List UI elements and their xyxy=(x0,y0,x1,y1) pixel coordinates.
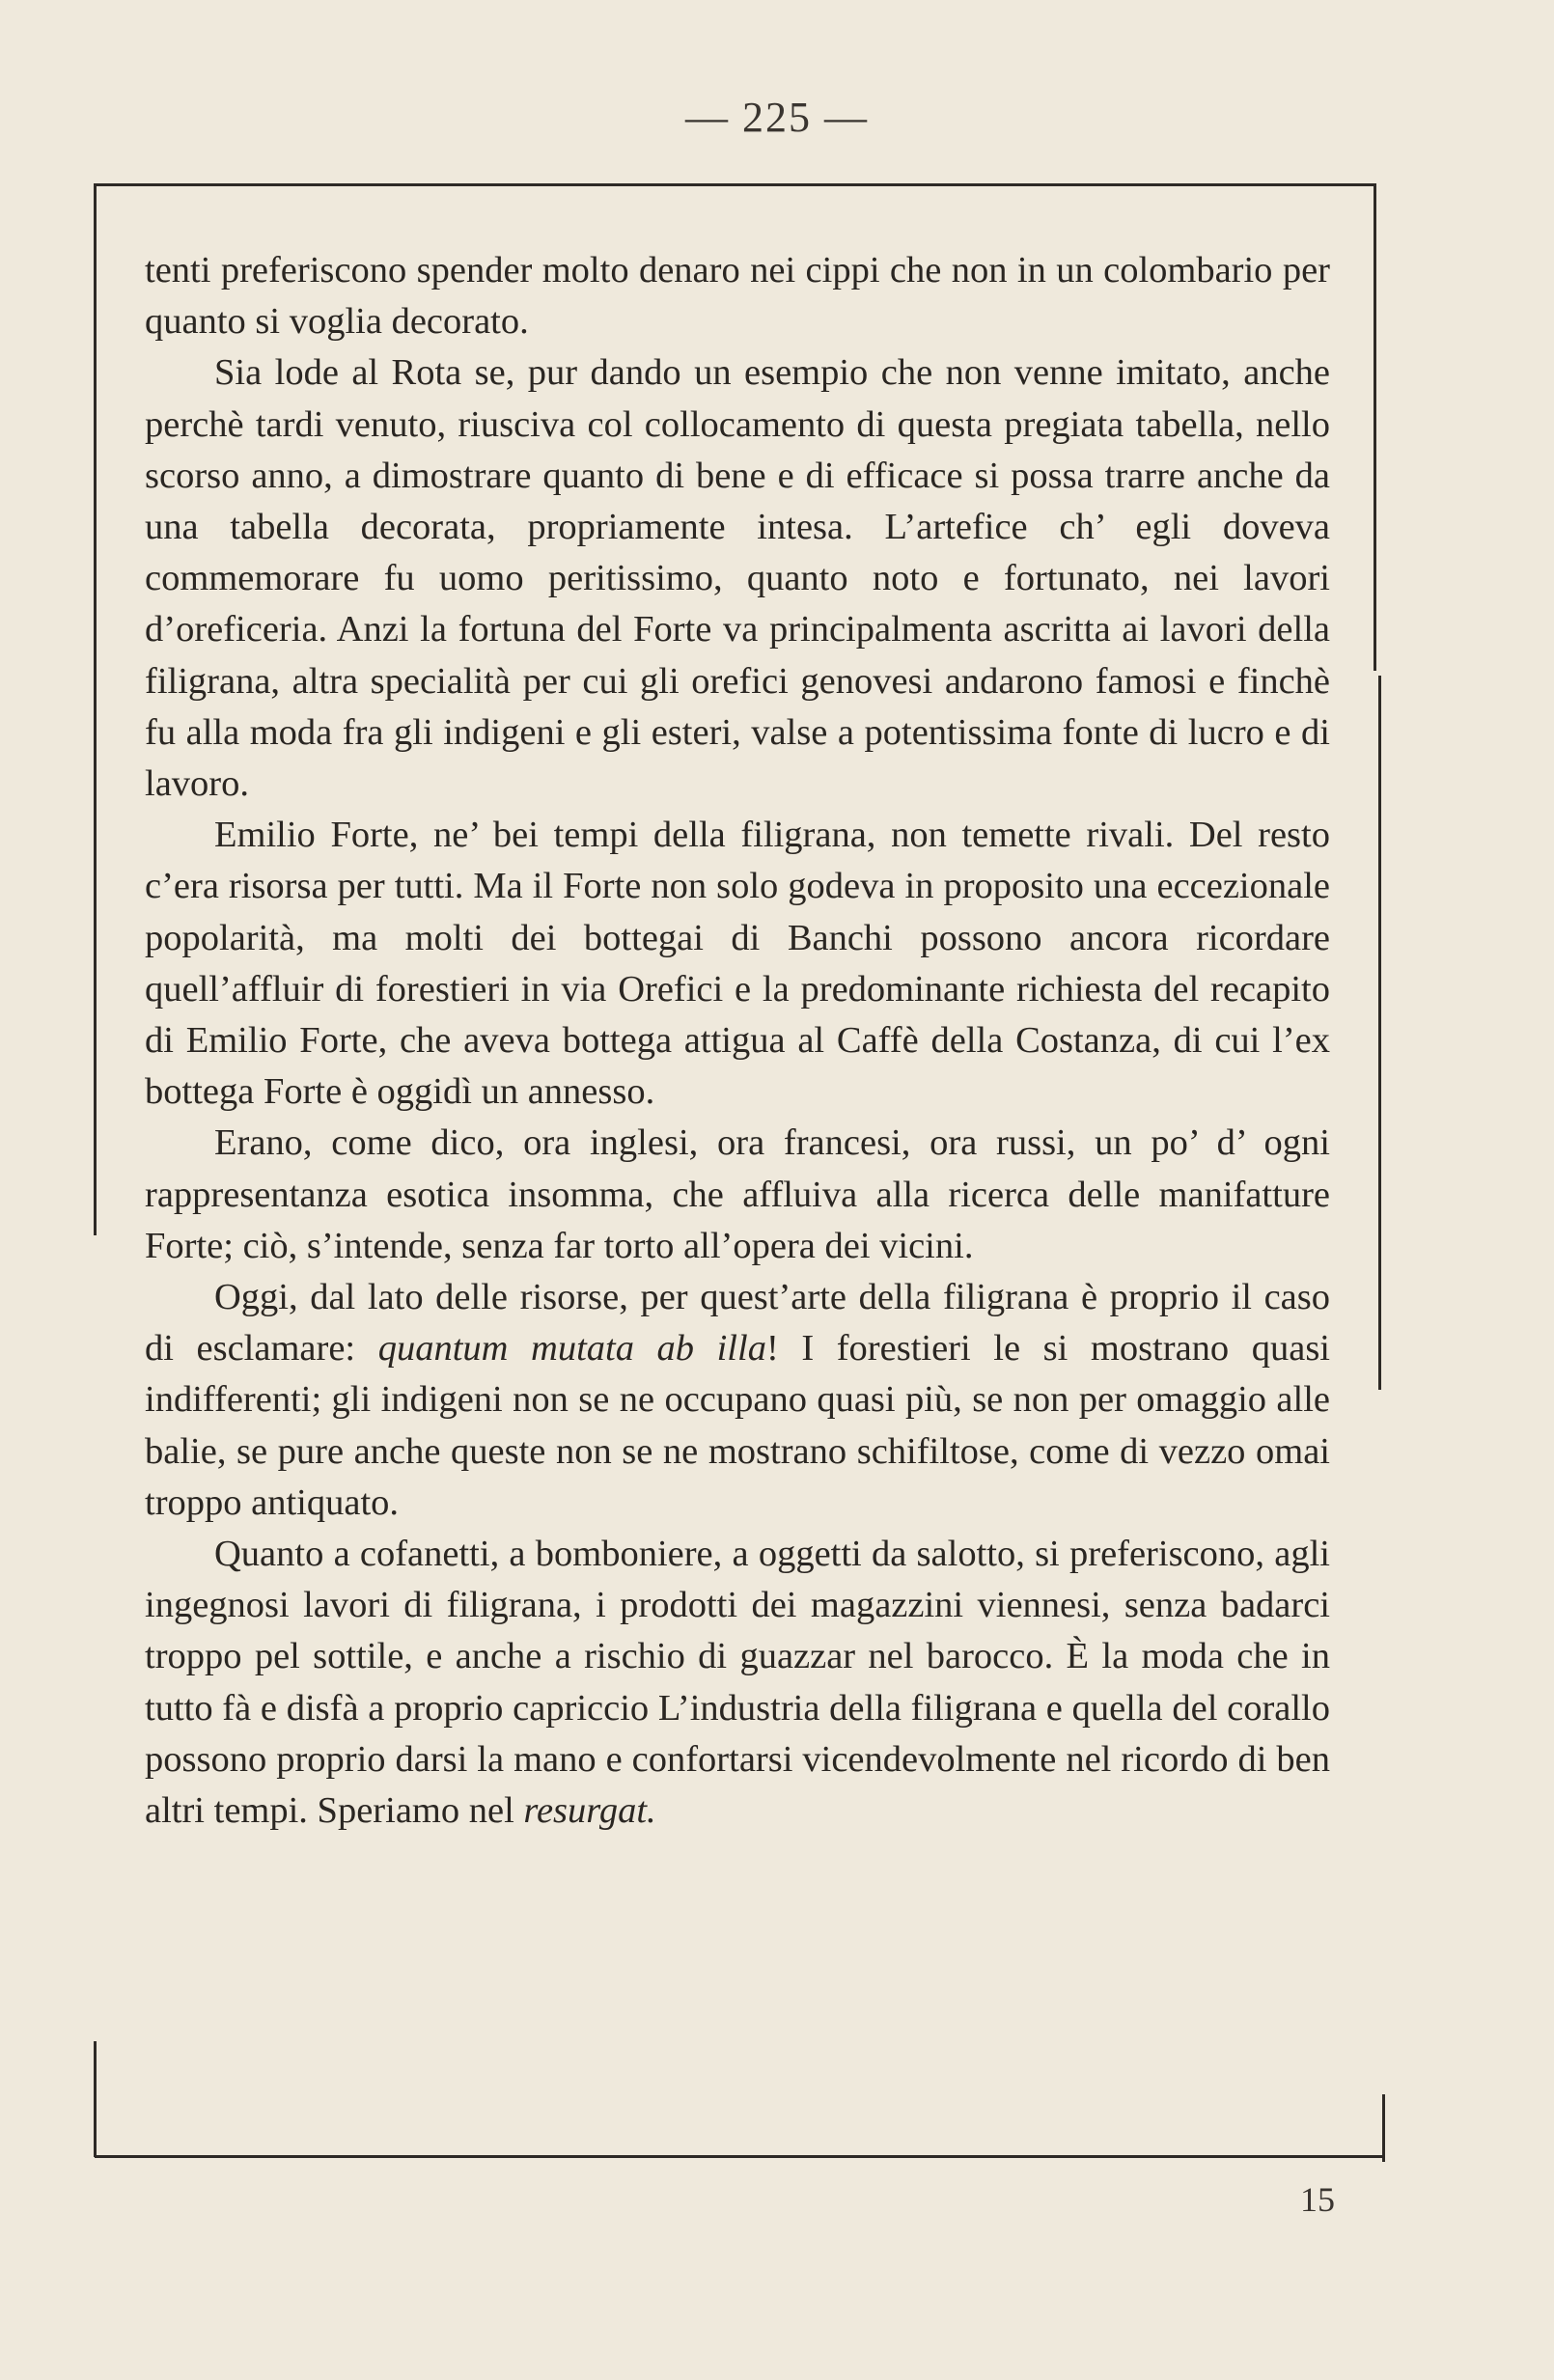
paragraph-5-text: Oggi, dal lato delle risorse, per quest’arte della filigrana è proprio il caso di esclamare: xyxy=(145,1277,1330,1370)
frame-rule-right-middle xyxy=(1378,676,1381,1390)
frame-rule-top xyxy=(95,183,1376,186)
paragraph-6 xyxy=(145,1529,1330,1837)
frame-rule-right xyxy=(1374,183,1376,671)
frame-rule-bottom xyxy=(95,2155,1384,2158)
paragraph-2: Sia lode al Rota se, pur dando un esempio che non venne imitato, anche perchè tardi venuto, riusciva col collocamento di questa pregiata tabella, nello scorso anno, a dimostrare quanto di bene e di efficace si possa trarre anche da una tabella decorata, propriamente intesa. L’artefice ch’ egli doveva commemorare fu uomo peritissimo, quanto noto e fortunato, nei lavori d’oreficeria. Anzi la fortuna del Forte va principalmenta ascritta ai lavori della filigrana, altra specialità per cui gli orefici genovesi andarono famosi e finchè fu alla moda fra gli indigeni e gli esteri, valse a potentissima fonte di lucro e di lavoro. xyxy=(145,352,1330,805)
paragraph-4: Erano, come dico, ora inglesi, ora francesi, ora russi, un po’ d’ ogni rappresentanza esotica insomma, che affluiva alla ricerca delle manifatture Forte; ciò, s’intende, senza far torto all’opera dei vicini. xyxy=(145,1122,1330,1266)
page-number: — 225 — xyxy=(685,94,869,141)
paragraph-5-text-end: ! I forestieri le si mostrano quasi indifferenti; gli indigeni non se ne occupano quasi più, se non per omaggio alle balie, se pure anche queste non se ne mostrano schifiltose, come di vezzo omai troppo antiquato. xyxy=(145,1328,1331,1523)
paragraph-1: tenti preferiscono spender molto denaro nei cippi che non in un colombario per quanto si voglia decorato. xyxy=(145,250,1330,343)
frame-rule-left-lower xyxy=(94,2041,97,2157)
signature-mark: 15 xyxy=(1300,2180,1335,2219)
paragraph-5 xyxy=(145,1272,1330,1529)
paragraph-6-text: Quanto a cofanetti, a bomboniere, a oggetti da salotto, si preferiscono, agli ingegnosi lavori di filigrana, i prodotti dei magazzini viennesi, senza badarci troppo pel sottile, e anche a rischio di guazzar nel barocco. È la moda che in tutto fà e disfà a proprio capriccio L’industria della filigrana e quella del corallo possono proprio darsi la mano e confortarsi vicendevolmente nel ricordo di ben altri tempi. Speriamo nel xyxy=(145,1534,1330,1832)
body-text xyxy=(145,245,1330,1837)
latin-quote: quantum mutata ab illa xyxy=(377,1328,766,1370)
latin-word: resurgat. xyxy=(523,1790,656,1832)
paragraph-3: Emilio Forte, ne’ bei tempi della filigrana, non temette rivali. Del resto c’era risorsa per tutti. Ma il Forte non solo godeva in proposito una eccezionale popolarità, ma molti dei bottegai di Banchi possono ancora ricordare quell’affluir di forestieri in via Orefici e la predominante richiesta del recapito di Emilio Forte, che aveva bottega attigua al Caffè della Costanza, di cui l’ex bottega Forte è oggidì un annesso. xyxy=(145,815,1330,1113)
frame-rule-left xyxy=(94,183,97,1235)
frame-rule-right-lower xyxy=(1382,2094,1385,2162)
